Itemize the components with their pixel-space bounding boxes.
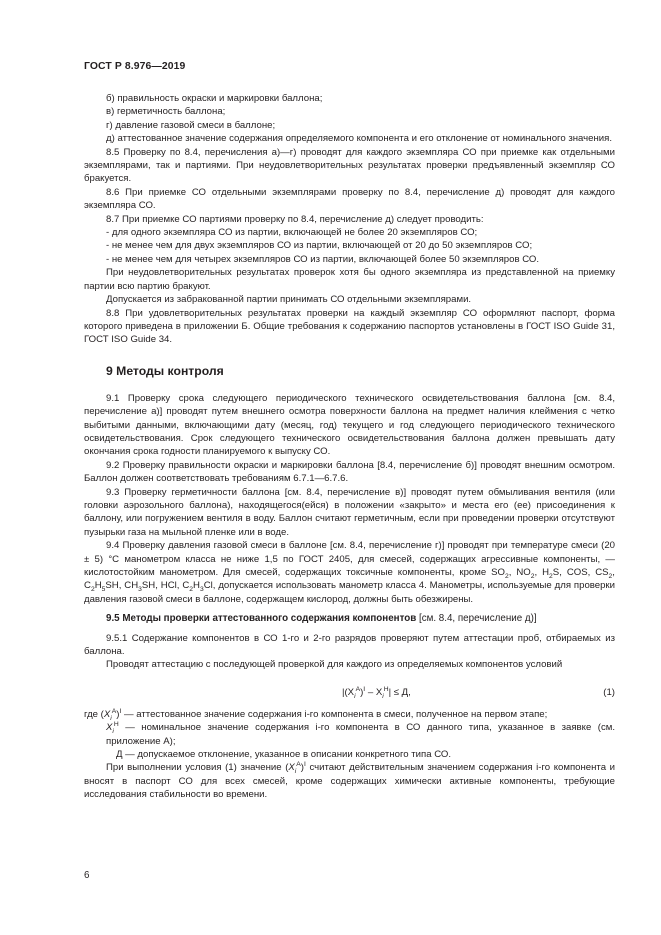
- dash-item: - не менее чем для четырех экземпляров СО из партии, включающей более 50 экземпляров СО.: [106, 253, 540, 265]
- dash-item: - не менее чем для двух экземпляров СО из партии, включающей от 20 до 50 экземпляров СО;: [106, 240, 533, 252]
- paragraph-8-7-reject: При неудовлетворительных результатах проверок хотя бы одного экземпляра из представленной на приемку партии всю партию бракуют.: [84, 267, 615, 292]
- paragraph-8-6: 8.6 При приемке СО отдельными экземплярами проверку по 8.4, перечисление д) проводят для каждого экземпляра СО.: [84, 186, 615, 212]
- document-body: [84, 92, 615, 802]
- list-item: в) герметичность баллона;: [106, 106, 226, 118]
- formula-1: [84, 676, 615, 706]
- page-number: 6: [84, 870, 90, 881]
- formula-expression: $|(X_i^A)^I - X_i^Н| \le Д$,: [342, 685, 411, 700]
- list-item: д) аттестованное значение содержания определяемого компонента и его отклонение от номинального значения.: [106, 133, 613, 145]
- paragraph-9-1: 9.1 Проверку срока следующего периодического технического освидетельствования баллона [см. 8.4, перечисление а)] проводят путем внешнего осмотра поверхности баллона на предмет наличия клеймения с четко выбитыми данными, включающими дату (месяц, год) текущего и год следующего периодического технического освидетельствования. Срок следующего технического освидетельствования баллона должен превышать дату окончания срока годности планируемого к выпуску СО.: [84, 392, 615, 458]
- paragraph-8-7-allow: Допускается из забракованной партии принимать СО отдельными экземплярами.: [106, 294, 472, 306]
- section-heading-9: 9 Методы контроля: [106, 363, 224, 378]
- paragraph-8-5: 8.5 Проверку по 8.4, перечисления а)—г) проводят для каждого экземпляра СО при приемке как отдельными экземплярами, так и партиями. При неудовлетворительных результатах проверки предъявленный экземпляр СО бракуется.: [84, 146, 615, 185]
- paragraph-9-3: 9.3 Проверку герметичности баллона [см. 8.4, перечисление в)] проводят путем обмыливания вентиля (или головки аэрозольного баллона), находящегося(ейся) в положении «закрыто» и места его (ее) присоединения к баллону, или погружением вентиля в воду. Баллон считают герметичным, если при проведении проверки отсутствуют пузырьки газа на мыльной пленке или в воде.: [84, 486, 615, 538]
- formula-definitions: [84, 708, 615, 762]
- subsection-heading-9-5: 9.5 Методы проверки аттестованного содержания компонентов [см. 8.4, перечисление д)]: [106, 613, 537, 625]
- definition-item: Д — допускаемое отклонение, указанное в описании конкретного типа СО.: [116, 749, 452, 761]
- paragraph-9-5-1: 9.5.1 Содержание компонентов в СО 1-го и 2-го разрядов проверяют путем аттестации проб, отбираемых из баллона.: [84, 632, 615, 658]
- list-item: б) правильность окраски и маркировки баллона;: [106, 93, 323, 104]
- definition-item: где $(X_i^A)^I$ — аттестованное значение содержания i-го компонента в смеси, полученное на первом этапе;: [84, 707, 548, 722]
- paragraph-9-4: 9.4 Проверку давления газовой смеси в баллоне [см. 8.4, перечисление г)] проводят при температуре смеси (20 ± 5) °С манометром класса не ниже 1,5 по ГОСТ 2405, для смесей, содержащих агрессивные компоненты, — кислотостойким манометром. Для смесей, содержащих токсичные компоненты, кроме $SO_2$, $NO_2$, $H_2S$, COS, $CS_2$, $C_2H_5SH$, $CH_3SH$, HCl, $C_2H_3Cl$, допускается использовать манометр класса 4. Манометры, используемые для проверки давления газовой смеси в баллоне, содержащем кислород, должны быть обезжирены.: [84, 540, 615, 605]
- paragraph-final: При выполнении условия (1) значение $(X_i^A)^I$ считают действительным значением содержания i-го компонента и вносят в паспорт СО для всех смесей, кроме содержащих химически активные компоненты, требующие исследования стабильности во времени.: [84, 761, 615, 801]
- list-item: г) давление газовой смеси в баллоне;: [106, 119, 276, 131]
- paragraph-9-2: 9.2 Проверку правильности окраски и маркировки баллона [8.4, перечисление б)] проводят внешним осмотром. Баллон должен соответствовать требованиям 6.7.1—6.7.6.: [84, 459, 615, 485]
- paragraph-8-8: 8.8 При удовлетворительных результатах проверки на каждый экземпляр СО оформляют паспорт, форма которого приведена в приложении Б. Общие требования к содержанию паспортов установлены в ГОСТ ISO Guide 31, ГОСТ ISO Guide 34.: [84, 307, 615, 346]
- paragraph-9-5-1-cond: Проводят аттестацию с последующей проверкой для каждого из определяемых компонентов условий: [106, 659, 563, 671]
- document-header: ГОСТ Р 8.976—2019: [84, 61, 186, 72]
- paragraph-8-7: 8.7 При приемке СО партиями проверку по 8.4, перечисление д) следует проводить:: [106, 213, 484, 225]
- dash-item: - для одного экземпляра СО из партии, включающей не более 20 экземпляров СО;: [106, 227, 478, 239]
- formula-number: (1): [603, 686, 615, 698]
- definition-item: $X_i^Н$ — номинальное значение содержания i-го компонента в СО данного типа, указанное в заявке (см. приложение А);: [106, 721, 615, 747]
